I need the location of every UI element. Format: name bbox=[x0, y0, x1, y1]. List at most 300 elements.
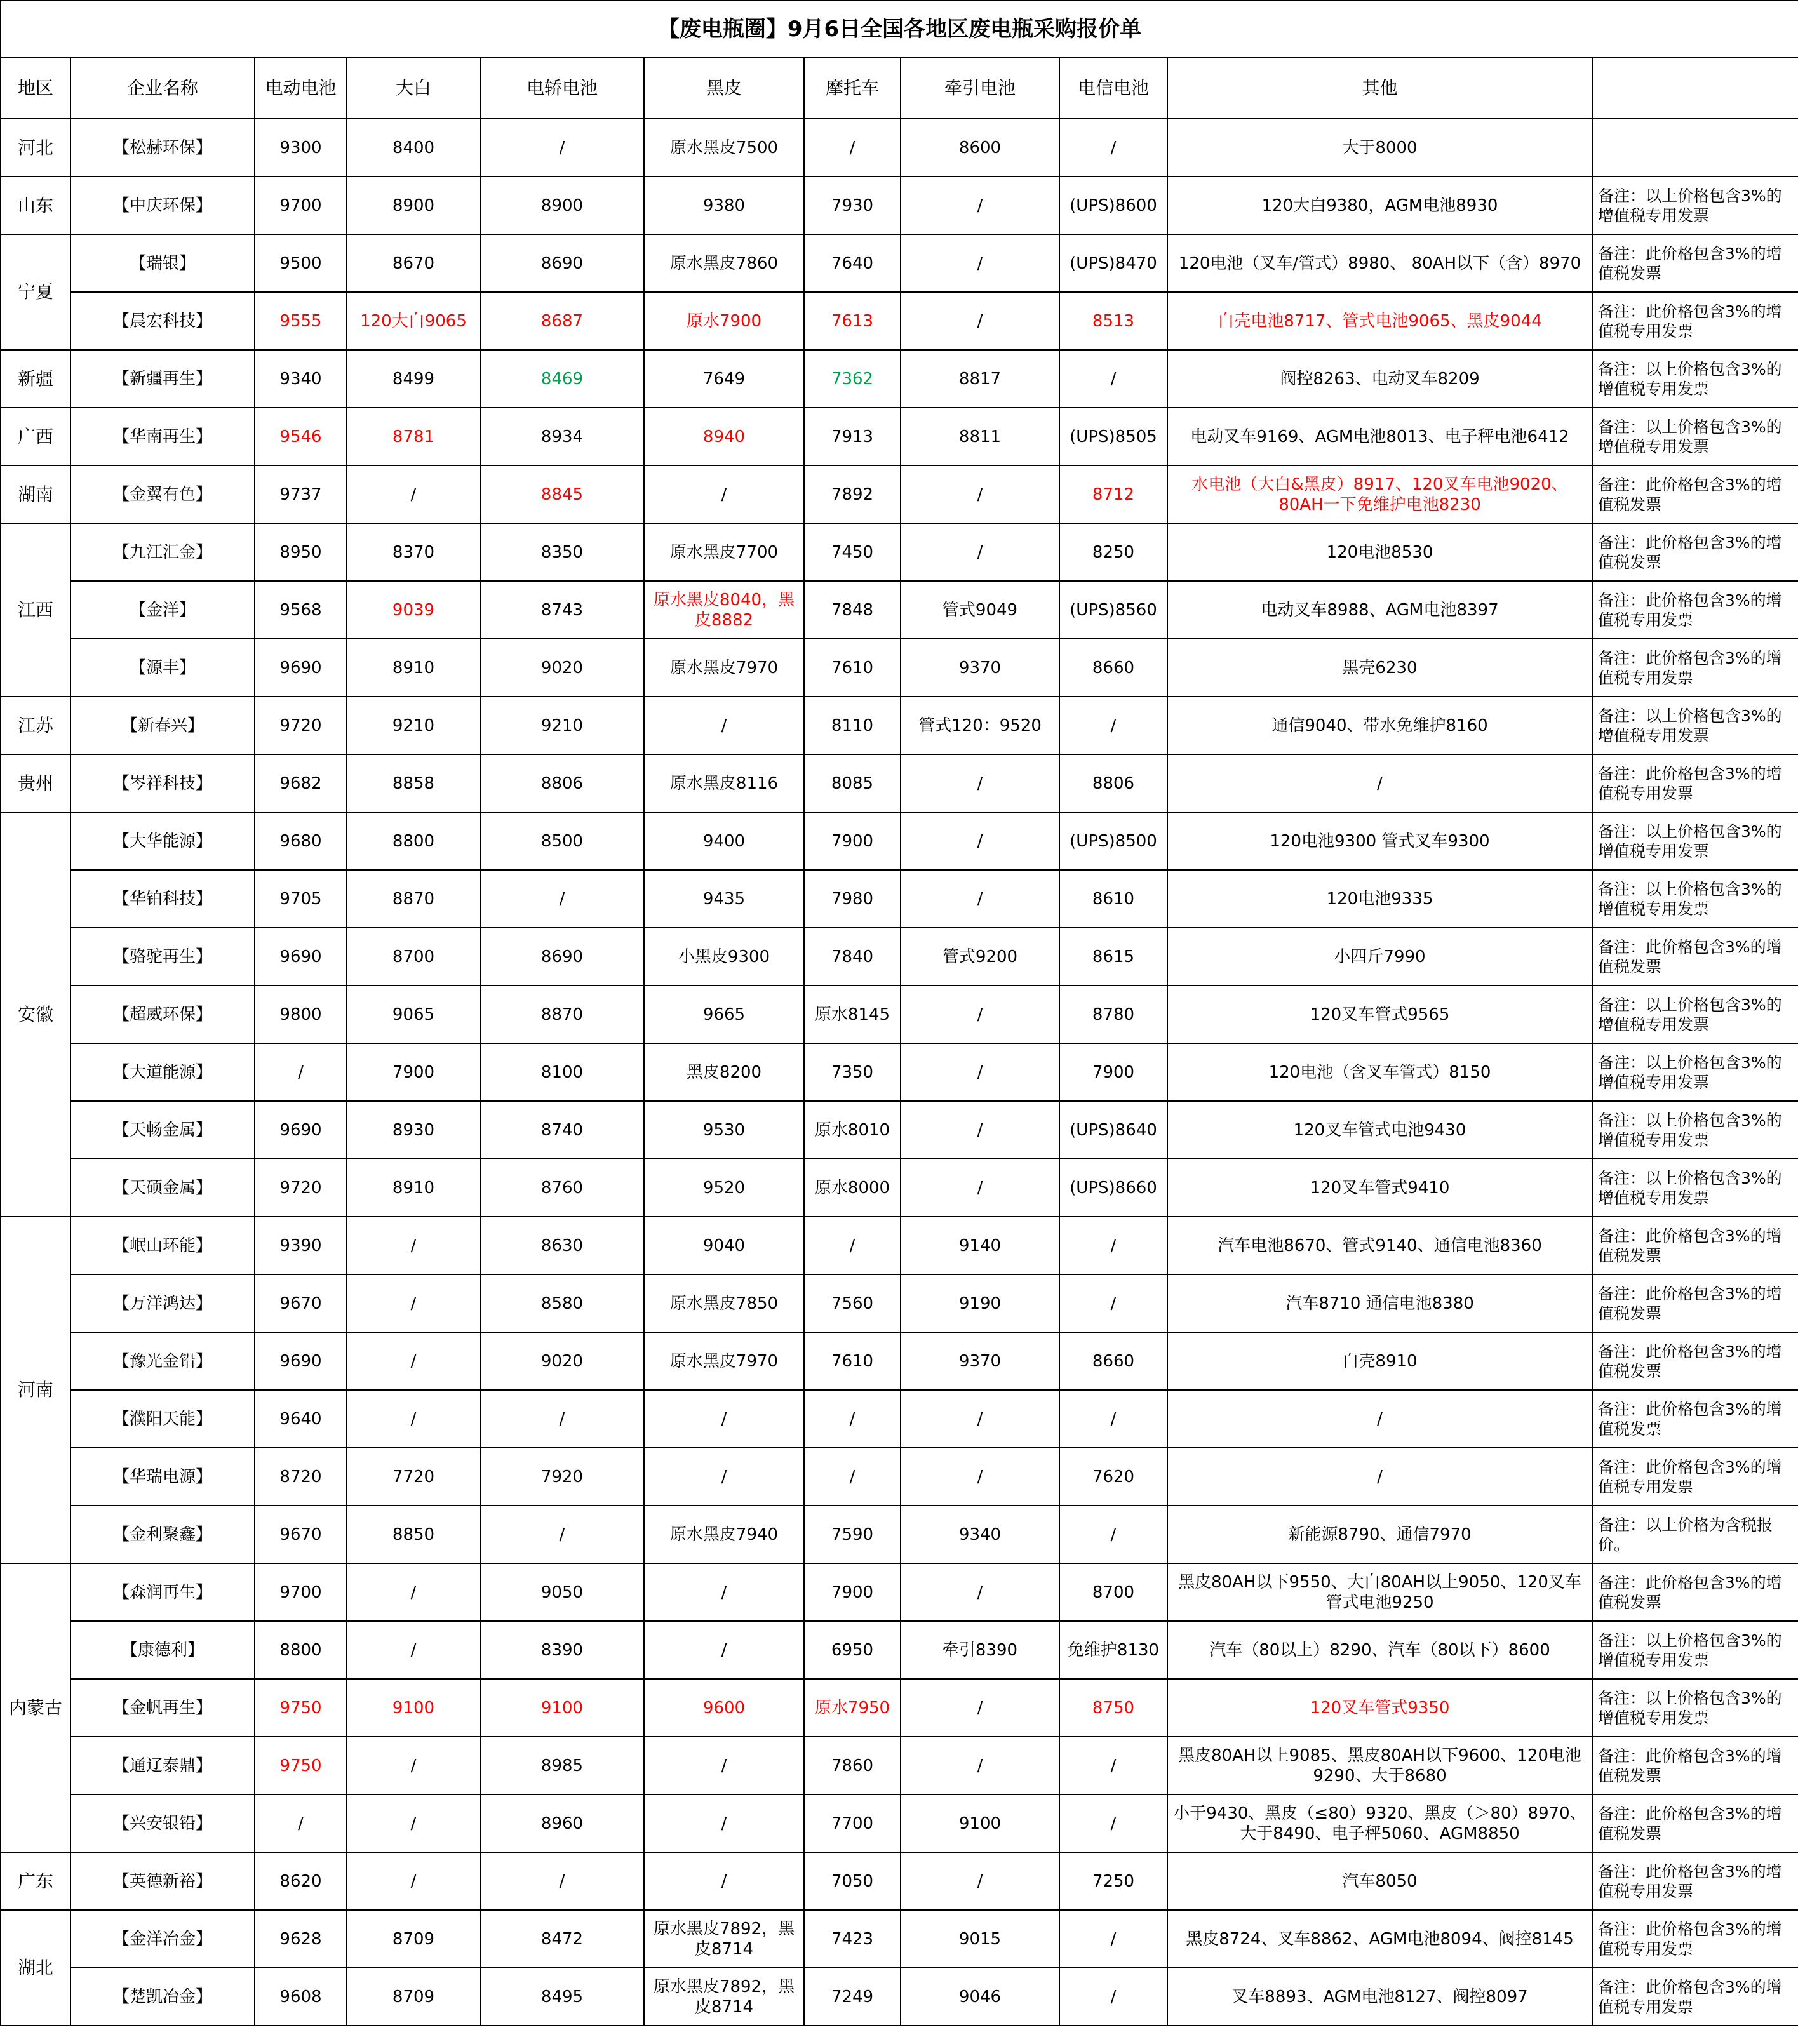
dabai-price: 8910 bbox=[347, 639, 480, 697]
company-name: 【华瑞电源】 bbox=[70, 1448, 255, 1506]
dabai-price: 120大白9065 bbox=[347, 292, 480, 350]
company-name: 【森润再生】 bbox=[70, 1563, 255, 1621]
motorcycle-price: 7249 bbox=[804, 1968, 901, 2026]
heipi-price: / bbox=[644, 1737, 804, 1794]
electric-battery-price: 9300 bbox=[255, 119, 347, 177]
car-battery-price: 8390 bbox=[480, 1621, 644, 1679]
dabai-price: / bbox=[347, 1621, 480, 1679]
other-prices: 水电池（大白&黑皮）8917、120叉车电池9020、80AH一下免维护电池8230 bbox=[1167, 465, 1592, 523]
motorcycle-price: 7892 bbox=[804, 465, 901, 523]
motorcycle-price: 7848 bbox=[804, 581, 901, 639]
traction-battery-price: 牵引8390 bbox=[901, 1621, 1059, 1679]
telecom-battery-price: (UPS)8505 bbox=[1059, 408, 1167, 465]
traction-battery-price: 管式120：9520 bbox=[901, 697, 1059, 754]
table-row bbox=[1, 985, 1798, 1043]
remark: 备注：以上价格包含3%的增值税专用发票 bbox=[1592, 350, 1798, 408]
dabai-price: 8930 bbox=[347, 1101, 480, 1159]
telecom-battery-price: 8250 bbox=[1059, 523, 1167, 581]
car-battery-price: 8580 bbox=[480, 1274, 644, 1332]
dabai-price: 8858 bbox=[347, 754, 480, 812]
header-company: 企业名称 bbox=[70, 58, 255, 119]
motorcycle-price: 7840 bbox=[804, 928, 901, 985]
electric-battery-price: 9690 bbox=[255, 639, 347, 697]
remark: 备注：此价格包含3%的增值税发票 bbox=[1592, 1737, 1798, 1794]
car-battery-price: 9050 bbox=[480, 1563, 644, 1621]
telecom-battery-price: 7250 bbox=[1059, 1852, 1167, 1910]
other-prices: 小于9430、黑皮（≤80）9320、黑皮（＞80）8970、大于8490、电子秤5060、AGM8850 bbox=[1167, 1794, 1592, 1852]
telecom-battery-price: / bbox=[1059, 697, 1167, 754]
remark: 备注：此价格包含3%的增值税专用发票 bbox=[1592, 639, 1798, 697]
car-battery-price: 8740 bbox=[480, 1101, 644, 1159]
traction-battery-price: 9100 bbox=[901, 1794, 1059, 1852]
region-cell: 安徽 bbox=[1, 812, 70, 1217]
table-row bbox=[1, 292, 1798, 350]
telecom-battery-price: (UPS)8660 bbox=[1059, 1159, 1167, 1217]
traction-battery-price: / bbox=[901, 1159, 1059, 1217]
electric-battery-price: 9568 bbox=[255, 581, 347, 639]
traction-battery-price: 9140 bbox=[901, 1217, 1059, 1274]
telecom-battery-price: (UPS)8560 bbox=[1059, 581, 1167, 639]
region-cell: 河北 bbox=[1, 119, 70, 177]
other-prices: 120电池8530 bbox=[1167, 523, 1592, 581]
table-row bbox=[1, 1563, 1798, 1621]
table-row bbox=[1, 234, 1798, 292]
telecom-battery-price: (UPS)8500 bbox=[1059, 812, 1167, 870]
car-battery-price: 7920 bbox=[480, 1448, 644, 1506]
company-name: 【骆驼再生】 bbox=[70, 928, 255, 985]
motorcycle-price: 7980 bbox=[804, 870, 901, 928]
heipi-price: 9380 bbox=[644, 177, 804, 234]
region-cell: 宁夏 bbox=[1, 234, 70, 350]
car-battery-price: / bbox=[480, 1506, 644, 1563]
other-prices: / bbox=[1167, 1390, 1592, 1448]
motorcycle-price: 8085 bbox=[804, 754, 901, 812]
dabai-price: 9039 bbox=[347, 581, 480, 639]
motorcycle-price: 7610 bbox=[804, 1332, 901, 1390]
remark: 备注：以上价格为含税报价。 bbox=[1592, 1506, 1798, 1563]
motorcycle-price: 7640 bbox=[804, 234, 901, 292]
car-battery-price: / bbox=[480, 1852, 644, 1910]
dabai-price: 8370 bbox=[347, 523, 480, 581]
traction-battery-price: 8811 bbox=[901, 408, 1059, 465]
other-prices: 通信9040、带水免维护8160 bbox=[1167, 697, 1592, 754]
telecom-battery-price: / bbox=[1059, 1506, 1167, 1563]
remark: 备注：此价格包含3%的增值税发票 bbox=[1592, 1563, 1798, 1621]
table-row bbox=[1, 1621, 1798, 1679]
table-row bbox=[1, 1390, 1798, 1448]
table-row bbox=[1, 177, 1798, 234]
company-name: 【金洋冶金】 bbox=[70, 1910, 255, 1968]
dabai-price: 9210 bbox=[347, 697, 480, 754]
heipi-price: 原水黑皮7850 bbox=[644, 1274, 804, 1332]
table-row bbox=[1, 639, 1798, 697]
telecom-battery-price: / bbox=[1059, 1274, 1167, 1332]
electric-battery-price: 9705 bbox=[255, 870, 347, 928]
company-name: 【天畅金属】 bbox=[70, 1101, 255, 1159]
traction-battery-price: / bbox=[901, 1852, 1059, 1910]
traction-battery-price: / bbox=[901, 1563, 1059, 1621]
company-name: 【岷山环能】 bbox=[70, 1217, 255, 1274]
heipi-price: 原水黑皮7970 bbox=[644, 639, 804, 697]
traction-battery-price: 9190 bbox=[901, 1274, 1059, 1332]
heipi-price: 9600 bbox=[644, 1679, 804, 1737]
remark: 备注：此价格包含3%的增值税专用发票 bbox=[1592, 581, 1798, 639]
telecom-battery-price: 8780 bbox=[1059, 985, 1167, 1043]
electric-battery-price: 9608 bbox=[255, 1968, 347, 2026]
table-row bbox=[1, 1506, 1798, 1563]
telecom-battery-price: 8750 bbox=[1059, 1679, 1167, 1737]
telecom-battery-price: / bbox=[1059, 350, 1167, 408]
company-name: 【金利聚鑫】 bbox=[70, 1506, 255, 1563]
table-row bbox=[1, 1968, 1798, 2026]
heipi-price: 9530 bbox=[644, 1101, 804, 1159]
heipi-price: 8940 bbox=[644, 408, 804, 465]
header-dabai: 大白 bbox=[347, 58, 480, 119]
company-name: 【金帆再生】 bbox=[70, 1679, 255, 1737]
electric-battery-price: 9680 bbox=[255, 812, 347, 870]
other-prices: 黑壳6230 bbox=[1167, 639, 1592, 697]
remark: 备注：以上价格包含3%的增值税专用发票 bbox=[1592, 1101, 1798, 1159]
dabai-price: / bbox=[347, 1390, 480, 1448]
electric-battery-price: 9340 bbox=[255, 350, 347, 408]
heipi-price: 7649 bbox=[644, 350, 804, 408]
telecom-battery-price: 8660 bbox=[1059, 1332, 1167, 1390]
car-battery-price: 9020 bbox=[480, 1332, 644, 1390]
other-prices: 120电池（含叉车管式）8150 bbox=[1167, 1043, 1592, 1101]
remark: 备注：此价格包含3%的增值税专用发票 bbox=[1592, 1852, 1798, 1910]
table-row bbox=[1, 465, 1798, 523]
table-row bbox=[1, 1217, 1798, 1274]
telecom-battery-price: 7900 bbox=[1059, 1043, 1167, 1101]
remark: 备注：此价格包含3%的增值税专用发票 bbox=[1592, 1968, 1798, 2026]
dabai-price: 8900 bbox=[347, 177, 480, 234]
other-prices: 汽车（80以上）8290、汽车（80以下）8600 bbox=[1167, 1621, 1592, 1679]
table-row bbox=[1, 523, 1798, 581]
other-prices: 120大白9380，AGM电池8930 bbox=[1167, 177, 1592, 234]
other-prices: 120电池（叉车/管式）8980、 80AH以下（含）8970 bbox=[1167, 234, 1592, 292]
region-cell: 贵州 bbox=[1, 754, 70, 812]
table-row bbox=[1, 928, 1798, 985]
telecom-battery-price: 免维护8130 bbox=[1059, 1621, 1167, 1679]
motorcycle-price: 7900 bbox=[804, 1563, 901, 1621]
motorcycle-price: 7050 bbox=[804, 1852, 901, 1910]
company-name: 【超威环保】 bbox=[70, 985, 255, 1043]
heipi-price: 原水7900 bbox=[644, 292, 804, 350]
dabai-price: / bbox=[347, 1274, 480, 1332]
other-prices: 汽车8050 bbox=[1167, 1852, 1592, 1910]
traction-battery-price: / bbox=[901, 1679, 1059, 1737]
dabai-price: 9065 bbox=[347, 985, 480, 1043]
remark: 备注：此价格包含3%的增值税专用发票 bbox=[1592, 1448, 1798, 1506]
telecom-battery-price: / bbox=[1059, 1737, 1167, 1794]
table-row bbox=[1, 754, 1798, 812]
heipi-price: 原水黑皮7970 bbox=[644, 1332, 804, 1390]
region-cell: 内蒙古 bbox=[1, 1563, 70, 1852]
table-row bbox=[1, 1274, 1798, 1332]
electric-battery-price: 9640 bbox=[255, 1390, 347, 1448]
remark bbox=[1592, 119, 1798, 177]
table-row bbox=[1, 812, 1798, 870]
motorcycle-price: 原水7950 bbox=[804, 1679, 901, 1737]
electric-battery-price: 9670 bbox=[255, 1506, 347, 1563]
telecom-battery-price: 8806 bbox=[1059, 754, 1167, 812]
company-name: 【兴安银铅】 bbox=[70, 1794, 255, 1852]
motorcycle-price: / bbox=[804, 1390, 901, 1448]
telecom-battery-price: 8660 bbox=[1059, 639, 1167, 697]
electric-battery-price: 9700 bbox=[255, 177, 347, 234]
electric-battery-price: 9555 bbox=[255, 292, 347, 350]
car-battery-price: 8687 bbox=[480, 292, 644, 350]
table-row bbox=[1, 1737, 1798, 1794]
dabai-price: 7900 bbox=[347, 1043, 480, 1101]
remark: 备注：此价格包含3%的增值税发票 bbox=[1592, 1332, 1798, 1390]
dabai-price: 8910 bbox=[347, 1159, 480, 1217]
traction-battery-price: 管式9049 bbox=[901, 581, 1059, 639]
heipi-price: 原水黑皮7892，黑皮8714 bbox=[644, 1910, 804, 1968]
other-prices: 汽车8710 通信电池8380 bbox=[1167, 1274, 1592, 1332]
traction-battery-price: 管式9200 bbox=[901, 928, 1059, 985]
header-telecom-battery: 电信电池 bbox=[1059, 58, 1167, 119]
remark: 备注：此价格包含3%的增值税专用发票 bbox=[1592, 1910, 1798, 1968]
telecom-battery-price: 8513 bbox=[1059, 292, 1167, 350]
traction-battery-price: / bbox=[901, 234, 1059, 292]
motorcycle-price: 7700 bbox=[804, 1794, 901, 1852]
electric-battery-price: 9750 bbox=[255, 1679, 347, 1737]
other-prices: / bbox=[1167, 754, 1592, 812]
heipi-price: 原水黑皮7892，黑皮8714 bbox=[644, 1968, 804, 2026]
remark: 备注：以上价格包含3%的增值税专用发票 bbox=[1592, 985, 1798, 1043]
other-prices: 120电池9335 bbox=[1167, 870, 1592, 928]
motorcycle-price: / bbox=[804, 119, 901, 177]
other-prices: 阀控8263、电动叉车8209 bbox=[1167, 350, 1592, 408]
electric-battery-price: 9546 bbox=[255, 408, 347, 465]
heipi-price: 9520 bbox=[644, 1159, 804, 1217]
company-name: 【华南再生】 bbox=[70, 408, 255, 465]
remark: 备注：以上价格包含3%的增值税专用发票 bbox=[1592, 1621, 1798, 1679]
other-prices: 120叉车管式9410 bbox=[1167, 1159, 1592, 1217]
car-battery-price: 8985 bbox=[480, 1737, 644, 1794]
company-name: 【大道能源】 bbox=[70, 1043, 255, 1101]
car-battery-price: 9020 bbox=[480, 639, 644, 697]
dabai-price: / bbox=[347, 1852, 480, 1910]
electric-battery-price: 9500 bbox=[255, 234, 347, 292]
traction-battery-price: 9370 bbox=[901, 1332, 1059, 1390]
header-other: 其他 bbox=[1167, 58, 1592, 119]
telecom-battery-price: 8610 bbox=[1059, 870, 1167, 928]
remark: 备注：以上价格包含3%的增值税专用发票 bbox=[1592, 870, 1798, 928]
company-name: 【华铂科技】 bbox=[70, 870, 255, 928]
dabai-price: / bbox=[347, 465, 480, 523]
region-cell: 江苏 bbox=[1, 697, 70, 754]
motorcycle-price: / bbox=[804, 1217, 901, 1274]
motorcycle-price: 原水8145 bbox=[804, 985, 901, 1043]
company-name: 【濮阳天能】 bbox=[70, 1390, 255, 1448]
region-cell: 河南 bbox=[1, 1217, 70, 1563]
heipi-price: 原水黑皮8116 bbox=[644, 754, 804, 812]
electric-battery-price: 9737 bbox=[255, 465, 347, 523]
page-title: 【废电瓶圈】9月6日全国各地区废电瓶采购报价单 bbox=[1, 1, 1798, 58]
dabai-price: 8781 bbox=[347, 408, 480, 465]
remark: 备注：此价格包含3%的增值税发票 bbox=[1592, 1390, 1798, 1448]
telecom-battery-price: / bbox=[1059, 1217, 1167, 1274]
region-cell: 山东 bbox=[1, 177, 70, 234]
table-row bbox=[1, 1679, 1798, 1737]
heipi-price: 原水黑皮7860 bbox=[644, 234, 804, 292]
heipi-price: 9400 bbox=[644, 812, 804, 870]
dabai-price: / bbox=[347, 1217, 480, 1274]
company-name: 【源丰】 bbox=[70, 639, 255, 697]
other-prices: 黑皮80AH以上9085、黑皮80AH以下9600、120电池9290、大于8680 bbox=[1167, 1737, 1592, 1794]
heipi-price: 原水黑皮7940 bbox=[644, 1506, 804, 1563]
car-battery-price: 9100 bbox=[480, 1679, 644, 1737]
electric-battery-price: / bbox=[255, 1794, 347, 1852]
electric-battery-price: 8800 bbox=[255, 1621, 347, 1679]
other-prices: 黑皮8724、叉车8862、AGM电池8094、阀控8145 bbox=[1167, 1910, 1592, 1968]
telecom-battery-price: (UPS)8470 bbox=[1059, 234, 1167, 292]
car-battery-price: 8900 bbox=[480, 177, 644, 234]
motorcycle-price: 7913 bbox=[804, 408, 901, 465]
remark: 备注：此价格包含3%的增值税发票 bbox=[1592, 1217, 1798, 1274]
remark: 备注：以上价格包含3%的增值税专用发票 bbox=[1592, 1159, 1798, 1217]
remark: 备注：以上价格包含3%的增值税专用发票 bbox=[1592, 1679, 1798, 1737]
motorcycle-price: 7423 bbox=[804, 1910, 901, 1968]
heipi-price: / bbox=[644, 1621, 804, 1679]
dabai-price: 8709 bbox=[347, 1968, 480, 2026]
table-row bbox=[1, 408, 1798, 465]
other-prices: 120叉车管式9565 bbox=[1167, 985, 1592, 1043]
electric-battery-price: 9682 bbox=[255, 754, 347, 812]
remark: 备注：以上价格包含3%的增值税专用发票 bbox=[1592, 697, 1798, 754]
car-battery-price: 8806 bbox=[480, 754, 644, 812]
company-name: 【万洋鸿达】 bbox=[70, 1274, 255, 1332]
motorcycle-price: / bbox=[804, 1448, 901, 1506]
other-prices: 白壳8910 bbox=[1167, 1332, 1592, 1390]
electric-battery-price: 9800 bbox=[255, 985, 347, 1043]
dabai-price: 8709 bbox=[347, 1910, 480, 1968]
table-row bbox=[1, 1794, 1798, 1852]
remark: 备注：此价格包含3%的增值税发票 bbox=[1592, 1794, 1798, 1852]
dabai-price: 7720 bbox=[347, 1448, 480, 1506]
heipi-price: 小黑皮9300 bbox=[644, 928, 804, 985]
other-prices: 新能源8790、通信7970 bbox=[1167, 1506, 1592, 1563]
telecom-battery-price: (UPS)8600 bbox=[1059, 177, 1167, 234]
traction-battery-price: / bbox=[901, 465, 1059, 523]
company-name: 【松赫环保】 bbox=[70, 119, 255, 177]
table-row bbox=[1, 1101, 1798, 1159]
traction-battery-price: / bbox=[901, 523, 1059, 581]
electric-battery-price: 8620 bbox=[255, 1852, 347, 1910]
dabai-price: 8400 bbox=[347, 119, 480, 177]
table-row bbox=[1, 1852, 1798, 1910]
table-row bbox=[1, 870, 1798, 928]
header-remark bbox=[1592, 58, 1798, 119]
car-battery-price: 8472 bbox=[480, 1910, 644, 1968]
car-battery-price: 8934 bbox=[480, 408, 644, 465]
electric-battery-price: 9750 bbox=[255, 1737, 347, 1794]
company-name: 【金洋】 bbox=[70, 581, 255, 639]
dabai-price: / bbox=[347, 1794, 480, 1852]
company-name: 【天硕金属】 bbox=[70, 1159, 255, 1217]
motorcycle-price: 7350 bbox=[804, 1043, 901, 1101]
remark: 备注：此价格包含3%的增值税发票 bbox=[1592, 928, 1798, 985]
traction-battery-price: / bbox=[901, 1101, 1059, 1159]
electric-battery-price: 9700 bbox=[255, 1563, 347, 1621]
telecom-battery-price: 8700 bbox=[1059, 1563, 1167, 1621]
heipi-price: / bbox=[644, 465, 804, 523]
traction-battery-price: / bbox=[901, 292, 1059, 350]
header-region: 地区 bbox=[1, 58, 70, 119]
other-prices: 电动叉车9169、AGM电池8013、电子秤电池6412 bbox=[1167, 408, 1592, 465]
company-name: 【瑞银】 bbox=[70, 234, 255, 292]
electric-battery-price: 9628 bbox=[255, 1910, 347, 1968]
electric-battery-price: 9690 bbox=[255, 1101, 347, 1159]
table-row bbox=[1, 1043, 1798, 1101]
company-name: 【英德新裕】 bbox=[70, 1852, 255, 1910]
remark: 备注：以上价格包含3%的增值税专用发票 bbox=[1592, 812, 1798, 870]
heipi-price: 9665 bbox=[644, 985, 804, 1043]
remark: 备注：此价格包含3%的增值税发票 bbox=[1592, 465, 1798, 523]
remark: 备注：此价格包含3%的增值税专用发票 bbox=[1592, 754, 1798, 812]
motorcycle-price: 7450 bbox=[804, 523, 901, 581]
car-battery-price: 8495 bbox=[480, 1968, 644, 2026]
company-name: 【新春兴】 bbox=[70, 697, 255, 754]
motorcycle-price: 7560 bbox=[804, 1274, 901, 1332]
other-prices: 白壳电池8717、管式电池9065、黑皮9044 bbox=[1167, 292, 1592, 350]
traction-battery-price: / bbox=[901, 754, 1059, 812]
telecom-battery-price: / bbox=[1059, 1968, 1167, 2026]
company-name: 【康德利】 bbox=[70, 1621, 255, 1679]
other-prices: 汽车电池8670、管式9140、通信电池8360 bbox=[1167, 1217, 1592, 1274]
motorcycle-price: 7362 bbox=[804, 350, 901, 408]
remark: 备注：以上价格包含3%的增值税专用发票 bbox=[1592, 1043, 1798, 1101]
car-battery-price: 8690 bbox=[480, 234, 644, 292]
table-row bbox=[1, 1332, 1798, 1390]
company-name: 【中庆环保】 bbox=[70, 177, 255, 234]
header-car-battery: 电轿电池 bbox=[480, 58, 644, 119]
motorcycle-price: 7590 bbox=[804, 1506, 901, 1563]
company-name: 【大华能源】 bbox=[70, 812, 255, 870]
motorcycle-price: 7613 bbox=[804, 292, 901, 350]
electric-battery-price: 9690 bbox=[255, 928, 347, 985]
motorcycle-price: 7860 bbox=[804, 1737, 901, 1794]
dabai-price: 8850 bbox=[347, 1506, 480, 1563]
dabai-price: / bbox=[347, 1563, 480, 1621]
remark: 备注：此价格包含3%的增值税发票 bbox=[1592, 523, 1798, 581]
telecom-battery-price: (UPS)8640 bbox=[1059, 1101, 1167, 1159]
heipi-price: 原水黑皮8040，黑皮8882 bbox=[644, 581, 804, 639]
telecom-battery-price: / bbox=[1059, 119, 1167, 177]
motorcycle-price: 7900 bbox=[804, 812, 901, 870]
header-row bbox=[1, 58, 1798, 119]
region-cell: 湖北 bbox=[1, 1910, 70, 2026]
other-prices: 黑皮80AH以下9550、大白80AH以上9050、120叉车管式电池9250 bbox=[1167, 1563, 1592, 1621]
other-prices: 电动叉车8988、AGM电池8397 bbox=[1167, 581, 1592, 639]
remark: 备注：以上价格包含3%的增值税专用发票 bbox=[1592, 408, 1798, 465]
table-row bbox=[1, 697, 1798, 754]
remark: 备注：此价格包含3%的增值税发票 bbox=[1592, 234, 1798, 292]
dabai-price: 8670 bbox=[347, 234, 480, 292]
electric-battery-price: 9690 bbox=[255, 1332, 347, 1390]
telecom-battery-price: / bbox=[1059, 1390, 1167, 1448]
company-name: 【新疆再生】 bbox=[70, 350, 255, 408]
header-traction-battery: 牵引电池 bbox=[901, 58, 1059, 119]
traction-battery-price: 9046 bbox=[901, 1968, 1059, 2026]
car-battery-price: 8100 bbox=[480, 1043, 644, 1101]
car-battery-price: 8630 bbox=[480, 1217, 644, 1274]
other-prices: / bbox=[1167, 1448, 1592, 1506]
company-name: 【金翼有色】 bbox=[70, 465, 255, 523]
other-prices: 120电池9300 管式叉车9300 bbox=[1167, 812, 1592, 870]
